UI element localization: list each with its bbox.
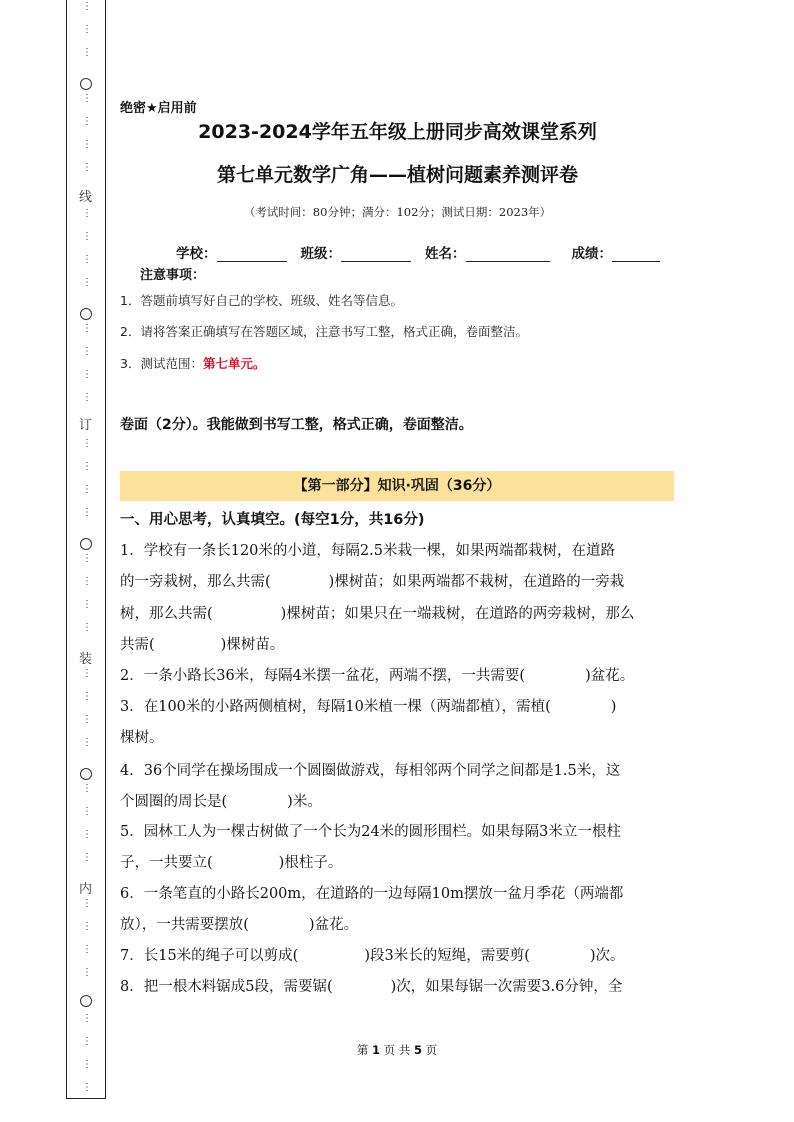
q7-text-b: )段3米长的短绳，需要剪( [364,948,530,964]
binding-circle [80,995,92,1007]
binding-dots: ⋮ [82,461,92,472]
section-1-title: 一、用心思考，认真填空。(每空1分，共16分) [120,512,425,528]
q6-text-b: )盆花。 [308,917,359,933]
binding-label: 内 [79,882,93,897]
q1-text-d: )棵树苗；如果只在一端栽树，在道路的两旁栽树，那么 [280,606,635,622]
q7-line [120,944,676,965]
footer-post: 页 [425,1043,438,1057]
binding-dots: ⋮ [82,829,92,840]
binding-dots: ⋮ [82,714,92,725]
binding-label: 线 [79,190,93,205]
binding-dots: ⋮ [82,323,92,334]
binding-dots: ⋮ [82,576,92,587]
binding-dots: ⋮ [82,898,92,909]
test-scope: 第七单元。 [202,356,266,371]
binding-dots: ⋮ [82,231,92,242]
binding-dots: ⋮ [82,967,92,978]
binding-dots: ⋮ [82,346,92,357]
q2-text-a: 2．一条小路长36米，每隔4米摆一盆花，两端不摆，一共需要( [120,668,526,684]
binding-dots: ⋮ [82,691,92,702]
binding-circle [80,768,92,780]
q5-line1: 5．园林工人为一棵古树做了一个长为24米的圆形围栏。如果每隔3米立一根柱 [120,824,621,840]
q3-text-b: ) [610,699,617,715]
binding-dots: ⋮ [82,254,92,265]
binding-dots: ⋮ [82,921,92,932]
binding-dots: ⋮ [82,668,92,679]
class-blank[interactable] [341,247,411,262]
q1-text-c: 树，那么共需( [120,606,213,622]
binding-dots: ⋮ [82,737,92,748]
exam-title-line2: 第七单元数学广角——植树问题素养测评卷 [216,164,578,186]
class-label: 班级： [300,246,341,262]
binding-dots: ⋮ [82,1036,92,1047]
binding-circle [80,538,92,550]
binding-dots: ⋮ [82,622,92,633]
school-label: 学校： [176,246,217,262]
binding-dots: ⋮ [82,1059,92,1070]
exam-title-line1: 2023-2024学年五年级上册同步高效课堂系列 [198,121,597,143]
q7-text-c: )次。 [589,948,625,964]
binding-dots: ⋮ [82,116,92,127]
q2-text-b: )盆花。 [585,668,635,684]
q1-text-f: )棵树苗。 [220,637,285,653]
binding-dots: ⋮ [82,783,92,794]
binding-dots: ⋮ [82,852,92,863]
student-info-row [176,242,660,262]
q8-line [120,975,676,996]
binding-dots: ⋮ [82,1082,92,1093]
q6-line2 [120,913,676,934]
q8-text-b: )次，如果每锯一次需要3.6分钟，全 [390,979,623,995]
q1-text-a: 的一旁栽树，那么共需( [120,574,271,590]
q5-text-b: )根柱子。 [278,855,343,871]
binding-circle [80,78,92,90]
q4-line2 [120,790,676,811]
binding-circle [80,308,92,320]
part-banner: 【第一部分】知识·巩固（36分） [120,471,674,501]
q8-text-a: 8．把一根木料锯成5段，需要锯( [120,979,333,995]
confidential-label: 绝密★启用前 [120,101,197,116]
school-blank[interactable] [217,247,287,262]
binding-dots: ⋮ [82,1013,92,1024]
q1-text-b: )棵树苗；如果两端都不栽树，在道路的一旁栽 [328,574,625,590]
page-footer [0,1042,794,1058]
score-label: 成绩： [571,246,612,262]
binding-label: 装 [79,652,93,667]
q3-text-a: 3．在100米的小路两侧植树，每隔10米植一棵（两端都植），需植( [120,699,551,715]
binding-dots: ⋮ [82,438,92,449]
footer-mid: 页 共 [383,1043,411,1057]
q1-line1: 1．学校有一条长120米的小道，每隔2.5米栽一棵，如果两端都栽树，在道路 [120,543,615,559]
binding-dots: ⋮ [82,806,92,817]
q3-line1 [120,695,676,716]
name-blank[interactable] [466,247,550,262]
notice-item-1: 1．答题前填写好自己的学校、班级、姓名等信息。 [120,293,403,308]
binding-dots: ⋮ [82,139,92,150]
binding-dots: ⋮ [82,599,92,610]
notice-item-2: 2．请将答案正确填写在答题区域，注意书写工整，格式正确，卷面整洁。 [120,324,528,339]
neatness-statement: 卷面（2分）。我能做到书写工整，格式正确，卷面整洁。 [120,417,473,433]
footer-pre: 第 [356,1043,369,1057]
q4-line1: 4．36个同学在操场围成一个圆圈做游戏，每相邻两个同学之间都是1.5米，这 [120,763,621,779]
score-blank[interactable] [612,247,660,262]
page-number: 1 [372,1043,381,1057]
page-total: 5 [413,1043,422,1057]
notice-item-3-prefix: 3．测试范围： [120,356,203,371]
exam-info: （考试时间：80分钟；满分：102分；测试日期：2023年） [243,205,552,219]
q6-text-a: 放），一共需要摆放( [120,917,249,933]
binding-dots: ⋮ [82,277,92,288]
binding-dots: ⋮ [82,369,92,380]
notice-title: 注意事项： [140,268,206,283]
q4-text-b: )米。 [287,794,322,810]
q1-line3 [120,602,676,623]
notice-item-3 [120,354,265,372]
binding-dots: ⋮ [82,1,92,12]
binding-dots: ⋮ [82,47,92,58]
q3-line2: 棵树。 [120,730,164,746]
binding-dots: ⋮ [82,208,92,219]
q1-line4 [120,633,676,654]
q1-text-e: 共需( [120,637,155,653]
binding-dots: ⋮ [82,944,92,955]
binding-dots: ⋮ [82,507,92,518]
q1-line2 [120,570,676,591]
binding-dots: ⋮ [82,392,92,403]
q5-line2 [120,851,676,872]
binding-dots: ⋮ [82,24,92,35]
binding-dots: ⋮ [82,484,92,495]
q2-line [120,664,676,685]
name-label: 姓名： [425,246,466,262]
q5-text-a: 子，一共要立( [120,855,213,871]
binding-dots: ⋮ [82,93,92,104]
binding-dots: ⋮ [82,162,92,173]
binding-dots: ⋮ [82,553,92,564]
q6-line1: 6．一条笔直的小路长200m，在道路的一边每隔10m摆放一盆月季花（两端都 [120,886,624,902]
q7-text-a: 7．长15米的绳子可以剪成( [120,948,299,964]
q4-text-a: 个圆圈的周长是( [120,794,228,810]
binding-label: 订 [79,418,93,433]
